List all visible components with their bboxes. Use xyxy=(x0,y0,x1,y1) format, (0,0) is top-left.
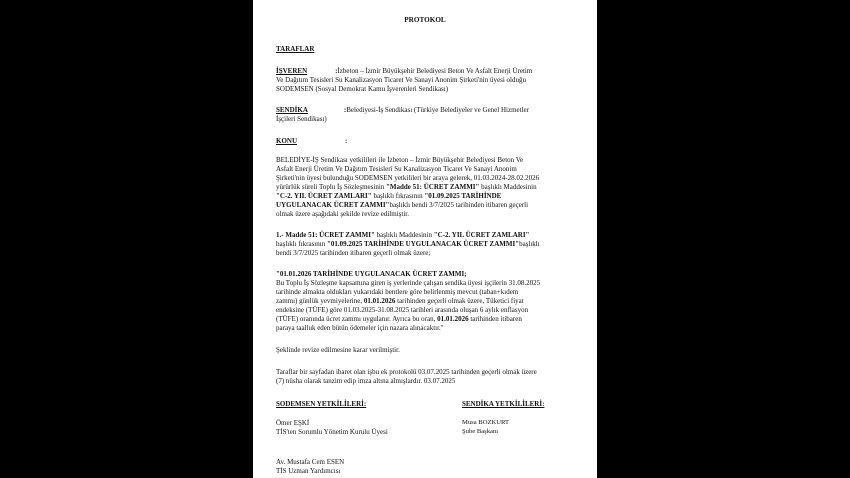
raise-line-1: Bu Toplu İş Sözleşme kapsamına giren iş yerlerinde çalışan sendika üyesi işçilerin 31.08.2025 xyxy=(276,279,541,287)
item1-line-2: başlıklı fıkrasının "01.09.2025 TARİHİNDE UYGULANACAK ÜCRET ZAMMI"başlıklı xyxy=(276,240,540,248)
signatory-name-2: Musa BOZKURT xyxy=(462,419,510,426)
parties-heading: TARAFLAR xyxy=(276,45,315,53)
employer-signatories-heading: SODEMSEN YETKİLİLERİ: xyxy=(276,400,367,408)
union-line-1: SENDİKA :Belediyesi-İş Sendikası (Türkiye Belediyeler ve Genel Hizmetler xyxy=(276,106,529,114)
raise-heading: "01.01.2026 TARİHİNDE UYGULANACAK ÜCRET ZAMMI; xyxy=(276,270,467,278)
raise-line-3: zammı) günlük yevmiyelerine, 01.01.2026 tarihinden geçerli olmak üzere, Tüketici fiyat xyxy=(276,297,524,305)
intro-line-2: Asfalt Enerji Üretim Ve Dağıtım Tesisleri Su Kanalizasyon Ticaret Ve Sanayi Anonim xyxy=(276,165,517,173)
union-signatories-heading: SENDİKA YETKİLİLERİ: xyxy=(462,400,545,408)
signatory-title-3: TİS Uzman Yardımcısı xyxy=(276,467,341,475)
intro-line-4: yürürlük süreli Toplu İş Sözleşmesinin "Madde 51: ÜCRET ZAMMI" başlıklı Maddesinin xyxy=(276,183,537,191)
raise-line-2: tarihinde almakta oldukları yukarıdaki bentlere göre belirlenmiş mevcut (taban+kıdem xyxy=(276,288,519,296)
raise-line-5: (TÜFE) oranında ücret zammı uygulanır. Ayrıca bu oran, 01.01.2026 tarihinden itibaren xyxy=(276,315,522,323)
document-title: PROTOKOL xyxy=(404,16,446,24)
closing-line-1: Taraflar bir sayfadan ibaret olan işbu ek protokolü 03.07.2025 tarihinden geçerli olmak üzere xyxy=(276,368,537,376)
closing-line-2: (7) nüsha olarak tanzim edip imza altına almışlardır. 03.07.2025 xyxy=(276,377,456,385)
subject-line: KONU : xyxy=(276,137,348,145)
union-label: SENDİKA xyxy=(276,106,308,114)
employer-label: İŞVEREN xyxy=(276,67,308,75)
intro-line-1: BELEDİYE-İŞ Sendikası yetkilileri ile İzbeton – İzmir Büyükşehir Belediyesi Beton Ve xyxy=(276,156,524,164)
employer-line-1: İŞVEREN :İzbeton – İzmir Büyükşehir Belediyesi Beton Ve Asfalt Enerji Üretim xyxy=(276,67,533,75)
employer-line-3: SODEMSEN (Sosyal Demokrat Kamu İşverenleri Sendikası) xyxy=(276,85,449,93)
raise-line-6: paraya taalluk eden bütün ödemeler için nazara alınacaktır." xyxy=(276,324,444,332)
intro-line-5: "C-2. YIL ÜCRET ZAMLARI" başlıklı fıkrasının "01.09.2025 TARİHİNDE xyxy=(276,192,502,200)
document-page xyxy=(253,0,597,478)
signatory-name-3: Av. Mustafa Cem ESEN xyxy=(276,458,345,466)
item1-line-3: bendi 3/7/2025 tarihinden itibaren geçerli olmak üzere; xyxy=(276,249,431,257)
signatory-name-1: Ömer EŞKİ xyxy=(276,419,310,427)
revision-statement: Şeklinde revize edilmesine karar verilmiştir. xyxy=(276,346,400,354)
subject-label: KONU xyxy=(276,137,297,145)
employer-line-2: Ve Dağıtım Tesisleri Su Kanalizasyon Ticaret Ve Sanayi Anonim Şirketi'nin üyesi olduğu xyxy=(276,76,526,84)
signatory-title-2: Şube Başkanı xyxy=(462,428,499,435)
raise-line-4: endeksine (TÜFE) göre 01.03.2025-31.08.2025 tarihleri arasında oluşan 6 aylık enflasyon xyxy=(276,306,529,314)
union-line-2: İşçileri Sendikası) xyxy=(276,115,327,123)
intro-line-3: Şirketi'nin üyesi bulunduğu SODEMSEN yetkilileri bir araya gelerek, 01.03.2024-28.02.2026 xyxy=(276,174,540,182)
intro-line-7: olmak üzere aşağıdaki şekilde revize edilmiştir. xyxy=(276,210,409,218)
intro-line-6: UYGULANACAK ÜCRET ZAMMI"başlıklı bendi 3/7/2025 tarihinden itibaren geçerli xyxy=(276,201,529,209)
signatory-title-1: TİS'ten Sorumlu Yönetim Kurulu Üyesi xyxy=(276,428,388,436)
item1-line-1: 1.- Madde 51: ÜCRET ZAMMI" başlıklı Maddesinin "C-2. YIL ÜCRET ZAMLARI" xyxy=(276,231,530,239)
